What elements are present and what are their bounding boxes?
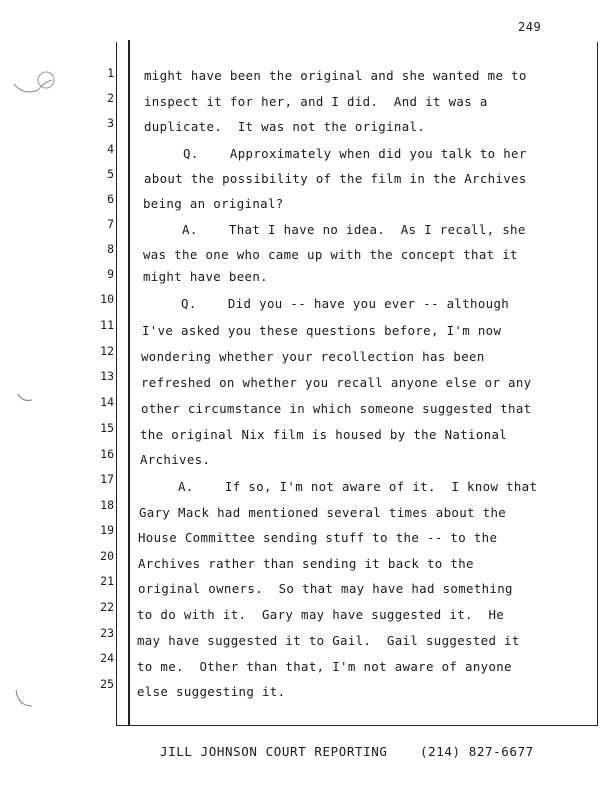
transcript-line: Archives rather than sending it back to the <box>138 556 474 571</box>
transcript-line: Q. Approximately when did you talk to her <box>144 146 527 161</box>
transcript-line: the original Nix film is housed by the National <box>140 427 508 442</box>
line-number: 8 <box>107 242 114 256</box>
line-number: 13 <box>100 369 114 383</box>
scan-mark-mid <box>18 394 32 400</box>
scan-mark-bottom <box>16 690 32 706</box>
line-number: 12 <box>100 344 114 358</box>
line-number: 16 <box>100 447 114 461</box>
scan-mark-top <box>14 80 52 92</box>
line-number: 14 <box>100 395 114 409</box>
transcript-line: House Committee sending stuff to the -- to the <box>138 530 498 545</box>
transcript-line: else suggesting it. <box>137 684 286 699</box>
margin-rule <box>128 40 130 726</box>
transcript-line: might have been the original and she wanted me to <box>144 68 527 83</box>
transcript-line: Q. Did you -- have you ever -- although <box>142 296 510 311</box>
transcript-line: may have suggested it to Gail. Gail suggested it <box>137 633 520 648</box>
transcript-line: other circumstance in which someone suggested that <box>141 401 532 416</box>
transcript-line: Archives. <box>140 452 211 467</box>
transcript-line: Gary Mack had mentioned several times about the <box>139 505 507 520</box>
transcript-line: might have been. <box>143 269 268 284</box>
line-number: 21 <box>100 574 114 588</box>
line-number: 2 <box>107 91 114 105</box>
transcript-line: inspect it for her, and I did. And it was a <box>144 94 488 109</box>
transcript-line: A. If so, I'm not aware of it. I know that <box>139 479 538 494</box>
transcript-line: was the one who came up with the concept that it <box>143 247 518 262</box>
line-number: 10 <box>100 292 114 306</box>
line-number: 23 <box>100 626 114 640</box>
transcript-line: I've asked you these questions before, I'm now <box>142 323 502 338</box>
footer-reporter: JILL JOHNSON COURT REPORTING (214) 827-6677 <box>160 744 534 759</box>
scan-marks <box>0 0 70 720</box>
line-number: 9 <box>107 267 114 281</box>
transcript-line: duplicate. It was not the original. <box>144 119 426 134</box>
transcript-line: to do with it. Gary may have suggested it. He <box>137 607 505 622</box>
line-number: 6 <box>107 192 114 206</box>
transcript-line: A. That I have no idea. As I recall, she <box>143 222 526 237</box>
line-number: 19 <box>100 523 114 537</box>
transcript-line: about the possibility of the film in the Archives <box>144 171 527 186</box>
line-number: 4 <box>107 142 114 156</box>
transcript-line: to me. Other than that, I'm not aware of anyone <box>137 659 512 674</box>
line-number: 22 <box>100 600 114 614</box>
line-number: 7 <box>107 217 114 231</box>
transcript-line: being an original? <box>143 196 284 211</box>
line-number: 20 <box>100 549 114 563</box>
line-number: 11 <box>100 318 114 332</box>
transcript-line: refreshed on whether you recall anyone else or any <box>141 375 532 390</box>
line-number: 17 <box>100 472 114 486</box>
line-number: 3 <box>107 116 114 130</box>
line-number: 18 <box>100 498 114 512</box>
line-number: 15 <box>100 421 114 435</box>
page-number: 249 <box>518 20 542 34</box>
line-number: 1 <box>107 66 114 80</box>
line-number: 24 <box>100 651 114 665</box>
line-number: 5 <box>107 167 114 181</box>
line-number: 25 <box>100 677 114 691</box>
transcript-line: wondering whether your recollection has been <box>141 349 485 364</box>
transcript-line: original owners. So that may have had something <box>138 581 513 596</box>
